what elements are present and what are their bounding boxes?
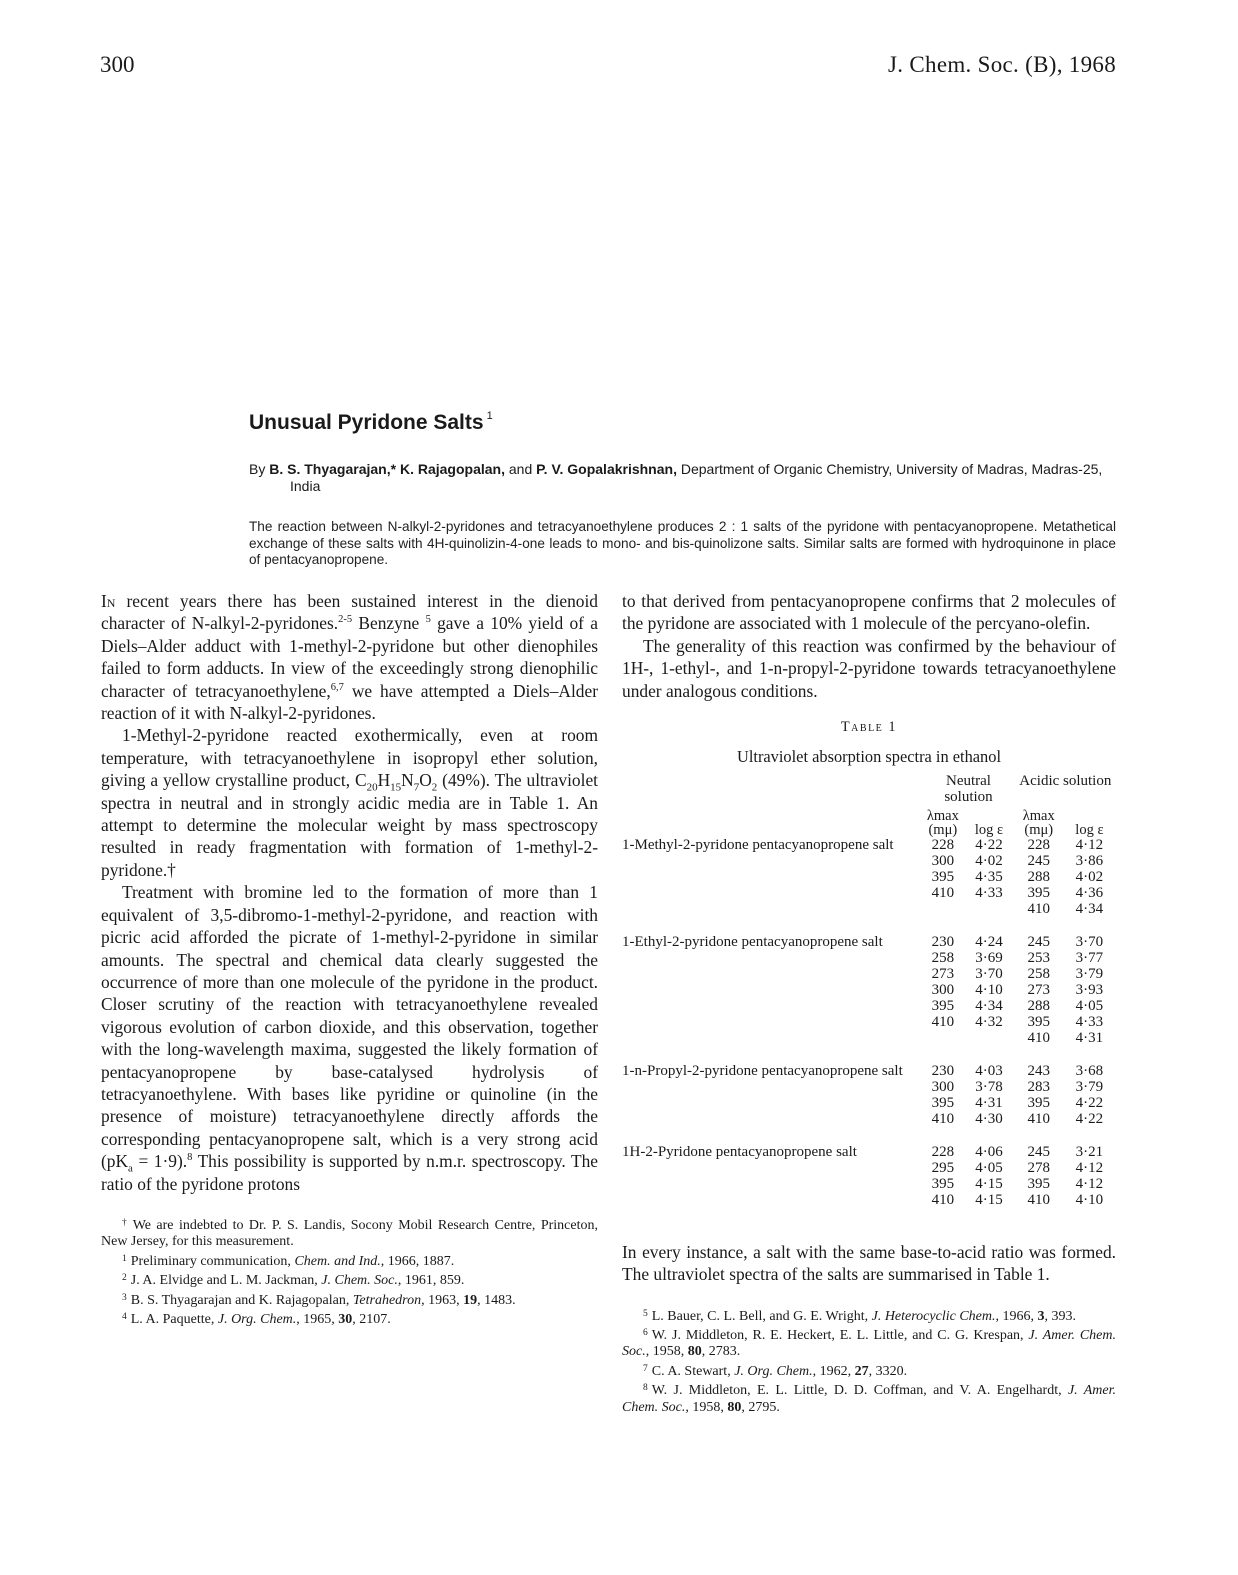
abstract: The reaction between N-alkyl-2-pyridones and tetracyanoethylene produces 2 : 1 salts of the pyridone with pentacyanopropene. Metathetical exchange of these salts with 4H-quinolizin-4-one leads to mono- and bis-quinolizone salts. Similar salts are formed with hydroquinone in place of pentacyanopropene. — [249, 519, 1116, 567]
paragraph: In every instance, a salt with the same base-to-acid ratio was formed. The ultraviolet spectra of the salts are summarised in Table 1. — [622, 1241, 1116, 1285]
table-row — [622, 837, 1116, 853]
table-cell: 230 — [931, 933, 955, 950]
table-cell — [963, 1030, 1014, 1063]
table-cell: 410 — [931, 884, 955, 901]
column-header — [922, 809, 963, 837]
footnote-journal: Chem. and Ind. — [294, 1253, 381, 1269]
table-cell: 410 — [931, 1110, 955, 1127]
table-cell: 4·34 — [975, 997, 1003, 1014]
table-cell: 410 — [931, 1013, 955, 1030]
footnote-volume: 80 — [727, 1399, 742, 1415]
table-cell: 4·31 — [1075, 1029, 1104, 1046]
uv-table — [622, 773, 1116, 1225]
column-header: log ε — [1075, 821, 1104, 838]
right-column — [622, 590, 1116, 1416]
table-row — [622, 1063, 1116, 1079]
paragraph: to that derived from pentacyanopropene confirms that 2 molecules of the pyridone are associated with 1 molecule of the percyano-olefin. — [622, 591, 1116, 634]
footnote: $^1$ Preliminary communication, Chem. and Ind., 1966, 1887. — [122, 1253, 455, 1269]
footnote-mark: 4 — [122, 1312, 127, 1322]
table-cell: 4·24 — [975, 933, 1003, 950]
table-cell: 245 — [1027, 852, 1050, 869]
table-cell: 3·79 — [1075, 1078, 1104, 1095]
table-cell: 395 — [931, 997, 955, 1014]
table-cell: 410 — [1027, 900, 1050, 917]
footnote-journal: J. Org. Chem. — [734, 1363, 813, 1379]
running-head — [100, 52, 1116, 88]
table-cell: 258 — [931, 949, 955, 966]
table-cell: 295 — [931, 1159, 955, 1176]
journal-reference: J. Chem. Soc. (B), 1968 — [888, 52, 1116, 77]
footnote: $^2$ J. A. Elvidge and L. M. Jackman, J. Chem. Soc., 1961, 859. — [122, 1273, 465, 1289]
table-cell: 395 — [1027, 1175, 1050, 1192]
table-cell: 278 — [1027, 1159, 1050, 1176]
footnote-mark: 5 — [643, 1308, 648, 1319]
table-cell: 300 — [931, 1078, 955, 1095]
footnote-mark: † — [122, 1217, 129, 1228]
title-footnote-mark: 1 — [486, 410, 493, 422]
author: K. Rajagopalan, — [399, 461, 505, 477]
table-cell: 410 — [1027, 1191, 1050, 1208]
table-cell: 3·78 — [975, 1078, 1003, 1095]
compound-name: 1-Ethyl-2-pyridone pentacyanopropene salt — [622, 933, 883, 950]
table-cell: 3·86 — [1075, 852, 1104, 869]
footnote: $^5$ L. Bauer, C. L. Bell, and G. E. Wright, J. Heterocyclic Chem., 1966, 3, 393. — [643, 1308, 1076, 1324]
footnote-journal: J. Amer. Chem. Soc. — [622, 1383, 1117, 1415]
table-cell: 258 — [1027, 965, 1050, 982]
author: B. S. Thyagarajan,* — [269, 461, 397, 477]
table-cell: 395 — [931, 868, 955, 885]
table-cell: 410 — [931, 1191, 955, 1208]
table-cell: 273 — [1027, 981, 1050, 998]
paragraph: The generality of this reaction was confirmed by the behaviour of 1H-, 1-ethyl-, and 1-n-propyl-2-pyridone towards tetracyanoethylene under analogous conditions. — [622, 635, 1116, 701]
table-1 — [622, 716, 1116, 1225]
table-cell: 4·15 — [975, 1175, 1003, 1192]
footnote-volume: 3 — [1037, 1308, 1045, 1324]
table-cell: 3·21 — [1075, 1143, 1104, 1160]
table-cell: 410 — [1027, 1029, 1050, 1046]
affiliation: Department of Organic Chemistry, University of Madras, Madras-25, India — [290, 461, 1103, 494]
table-cell: 4·15 — [975, 1191, 1003, 1208]
table-cell: 4·12 — [1075, 1159, 1104, 1176]
table-cell: 288 — [1027, 997, 1050, 1014]
footnote-mark: 8 — [643, 1383, 648, 1394]
footnote-mark: 7 — [643, 1363, 648, 1374]
table-cell — [922, 1030, 963, 1063]
footnote-journal: Tetrahedron — [352, 1292, 422, 1308]
table-cell: 228 — [931, 836, 955, 853]
table-cell: 3·93 — [1075, 981, 1104, 998]
table-cell — [963, 901, 1014, 934]
footnote-mark: 2 — [122, 1273, 127, 1284]
table-cell: 273 — [931, 965, 955, 982]
table-cell: 410 — [1027, 1110, 1050, 1127]
table-cell — [922, 901, 963, 934]
author: P. V. Gopalakrishnan, — [536, 461, 677, 477]
table-cell: 228 — [1027, 836, 1050, 853]
table-cell: 4·10 — [975, 981, 1003, 998]
table-cell: 253 — [1027, 949, 1050, 966]
footnotes-right — [622, 1306, 1116, 1416]
footnote-journal: J. Amer. Chem. Soc. — [622, 1328, 1116, 1360]
footnote-journal: J. Org. Chem. — [217, 1312, 297, 1327]
footnote-volume: 19 — [463, 1292, 478, 1308]
footnote: $^8$ W. J. Middleton, E. L. Little, D. D. Coffman, and V. A. Engelhardt, J. Amer. Chem. Soc., 1958, 80, 2795. — [622, 1383, 1117, 1415]
table-cell: 4·36 — [1075, 884, 1104, 901]
table-cell: 245 — [1027, 933, 1050, 950]
table-label: Table 1 — [840, 719, 898, 736]
footnotes-left — [101, 1215, 598, 1328]
table-cell: 4·35 — [975, 868, 1003, 885]
table-cell: 395 — [931, 1094, 955, 1111]
table-row — [622, 1144, 1116, 1160]
table-cell: 4·10 — [1075, 1191, 1104, 1208]
table-cell: 4·22 — [1075, 1094, 1104, 1111]
table-cell: 4·05 — [1075, 997, 1104, 1014]
footnote: $^4$ L. A. Paquette, J. Org. Chem., 1965, 30, 2107. — [122, 1312, 391, 1327]
table-cell: 300 — [931, 852, 955, 869]
footnote-volume: 27 — [854, 1363, 869, 1379]
footnote: $^7$ C. A. Stewart, J. Org. Chem., 1962, 27, 3320. — [643, 1363, 908, 1379]
table-caption: Ultraviolet absorption spectra in ethanol — [737, 747, 1001, 767]
compound-name: 1H-2-Pyridone pentacyanopropene salt — [622, 1143, 857, 1160]
table-cell: 4·05 — [975, 1159, 1003, 1176]
table-cell: 395 — [931, 1175, 955, 1192]
table-cell: 243 — [1027, 1062, 1050, 1079]
footnote-volume: 30 — [338, 1312, 353, 1327]
footnote-mark: 1 — [122, 1253, 127, 1264]
paragraph: Treatment with bromine led to the formation of more than 1 equivalent of 3,5-dibromo-1-methyl-2-pyridone, and reaction with picric acid afforded the picrate of 1-methyl-2-pyridone in similar amounts. The spectral and chemical data clearly suggested the occurrence of more than one molecule of the pyridone in the product. Closer scrutiny of the reaction with tetracyanoethylene revealed vigorous evolution of carbon dioxide, and this observation, together with the long-wavelength maxima, suggested the likely formation of pentacyanopropene by base-catalysed hydrolysis of tetracyanoethylene. With bases like pyridine or quinoline (in the presence of moisture) tetracyanoethylene directly affords the corresponding pentacyanopropene salt, which is a very strong acid $(pK_a = 1\cdot 9).^8$ This possibility is supported by n.m.r. spectroscopy. The ratio of the pyridone protons — [101, 882, 598, 1194]
table-cell: 4·12 — [1075, 836, 1104, 853]
unit-label: (mμ) — [1024, 821, 1054, 838]
table-cell: 288 — [1027, 868, 1050, 885]
unit-label: (mμ) — [928, 821, 958, 838]
table-cell: 4·30 — [975, 1110, 1003, 1127]
table-cell: 3·70 — [1075, 933, 1104, 950]
table-cell: 395 — [1027, 1094, 1050, 1111]
lambda-max-label: λmax — [1022, 807, 1055, 824]
table-cell: 4·31 — [975, 1094, 1003, 1111]
table-cell: 4·03 — [975, 1062, 1003, 1079]
table-cell: 4·34 — [1075, 900, 1104, 917]
table-cell: 3·77 — [1075, 949, 1104, 966]
page-number: 300 — [100, 52, 135, 77]
article-title: Unusual Pyridone Salts $^1$ — [249, 410, 493, 434]
compound-name: 1-Methyl-2-pyridone pentacyanopropene salt — [622, 836, 894, 853]
footnote: † We are indebted to Dr. P. S. Landis, Socony Mobil Research Centre, Princeton, New Jersey, for this measurement. — [101, 1217, 599, 1250]
compound-name: 1-n-Propyl-2-pyridone pentacyanopropene salt — [622, 1062, 903, 1079]
footnote: $^3$ B. S. Thyagarajan and K. Rajagopalan, Tetrahedron, 1963, 19, 1483. — [122, 1292, 516, 1308]
lambda-max-label: λmax — [926, 807, 959, 824]
table-cell: 395 — [1027, 884, 1050, 901]
table-cell: 4·02 — [975, 852, 1003, 869]
footnote-journal: J. Heterocyclic Chem. — [871, 1308, 996, 1324]
table-cell: 230 — [931, 1062, 955, 1079]
footnote-volume: 80 — [687, 1344, 702, 1360]
paragraph: 1-Methyl-2-pyridone reacted exothermically, even at room temperature, with tetracyanoethylene in isopropyl ether solution, giving a yellow crystalline product, $C_{20}H_{15}N_7O_2$ (49%). The ultraviolet spectra in neutral and in strongly acidic media are in Table 1. An attempt to determine the molecular weight by mass spectroscopy resulted in ready fragmentation with formation of 1-methyl-2-pyridone.† — [101, 725, 598, 880]
table-cell: 4·33 — [1075, 1013, 1104, 1030]
paragraph: In recent years there has been sustained interest in the dienoid character of N-alkyl-2-pyridones.$^{2-5}$ Benzyne $^5$ gave a 10% yield of a Diels–Alder adduct with 1-methyl-2-pyridone but other dienophiles failed to form adducts. In view of the exceedingly strong dienophilic character of tetracyanoethylene,$^{6,7}$ we have attempted a Diels–Alder reaction of it with N-alkyl-2-pyridones. — [101, 591, 598, 724]
table-cell: 4·12 — [1075, 1175, 1104, 1192]
table-cell: 4·33 — [975, 884, 1003, 901]
table-cell: 395 — [1027, 1013, 1050, 1030]
byline: By B. S. Thyagarajan,* K. Rajagopalan, and P. V. Gopalakrishnan, Department of Organic Chemistry, University of Madras, Madras-25, India — [249, 461, 1103, 494]
table-cell: 228 — [931, 1143, 955, 1160]
table-cell: 3·79 — [1075, 965, 1104, 982]
table-cell: 245 — [1027, 1143, 1050, 1160]
column-header — [1015, 809, 1063, 837]
footnote: $^6$ W. J. Middleton, R. E. Heckert, E. L. Little, and C. G. Krespan, J. Amer. Chem. Soc., 1958, 80, 2783. — [622, 1328, 1116, 1360]
table-cell: 4·32 — [975, 1013, 1003, 1030]
table-cell: 4·22 — [975, 836, 1003, 853]
column-group-header: Neutral solution — [944, 772, 993, 805]
table-cell: 3·70 — [975, 965, 1003, 982]
footnote-mark: 6 — [643, 1328, 648, 1339]
table-cell: 300 — [931, 981, 955, 998]
table-row — [622, 934, 1116, 950]
footnote-mark: 3 — [122, 1292, 127, 1303]
table-cell: 283 — [1027, 1078, 1050, 1095]
column-group-header: Acidic solution — [1019, 772, 1112, 789]
table-cell: 3·68 — [1075, 1062, 1104, 1079]
table-cell: 4·02 — [1075, 868, 1104, 885]
table-cell: 3·69 — [975, 949, 1003, 966]
table-cell: 4·06 — [975, 1143, 1003, 1160]
title-block — [249, 410, 1116, 569]
column-header: log ε — [974, 821, 1004, 838]
footnote-journal: J. Chem. Soc. — [321, 1273, 398, 1289]
table-cell: 4·22 — [1075, 1110, 1104, 1127]
left-column — [101, 590, 598, 1328]
